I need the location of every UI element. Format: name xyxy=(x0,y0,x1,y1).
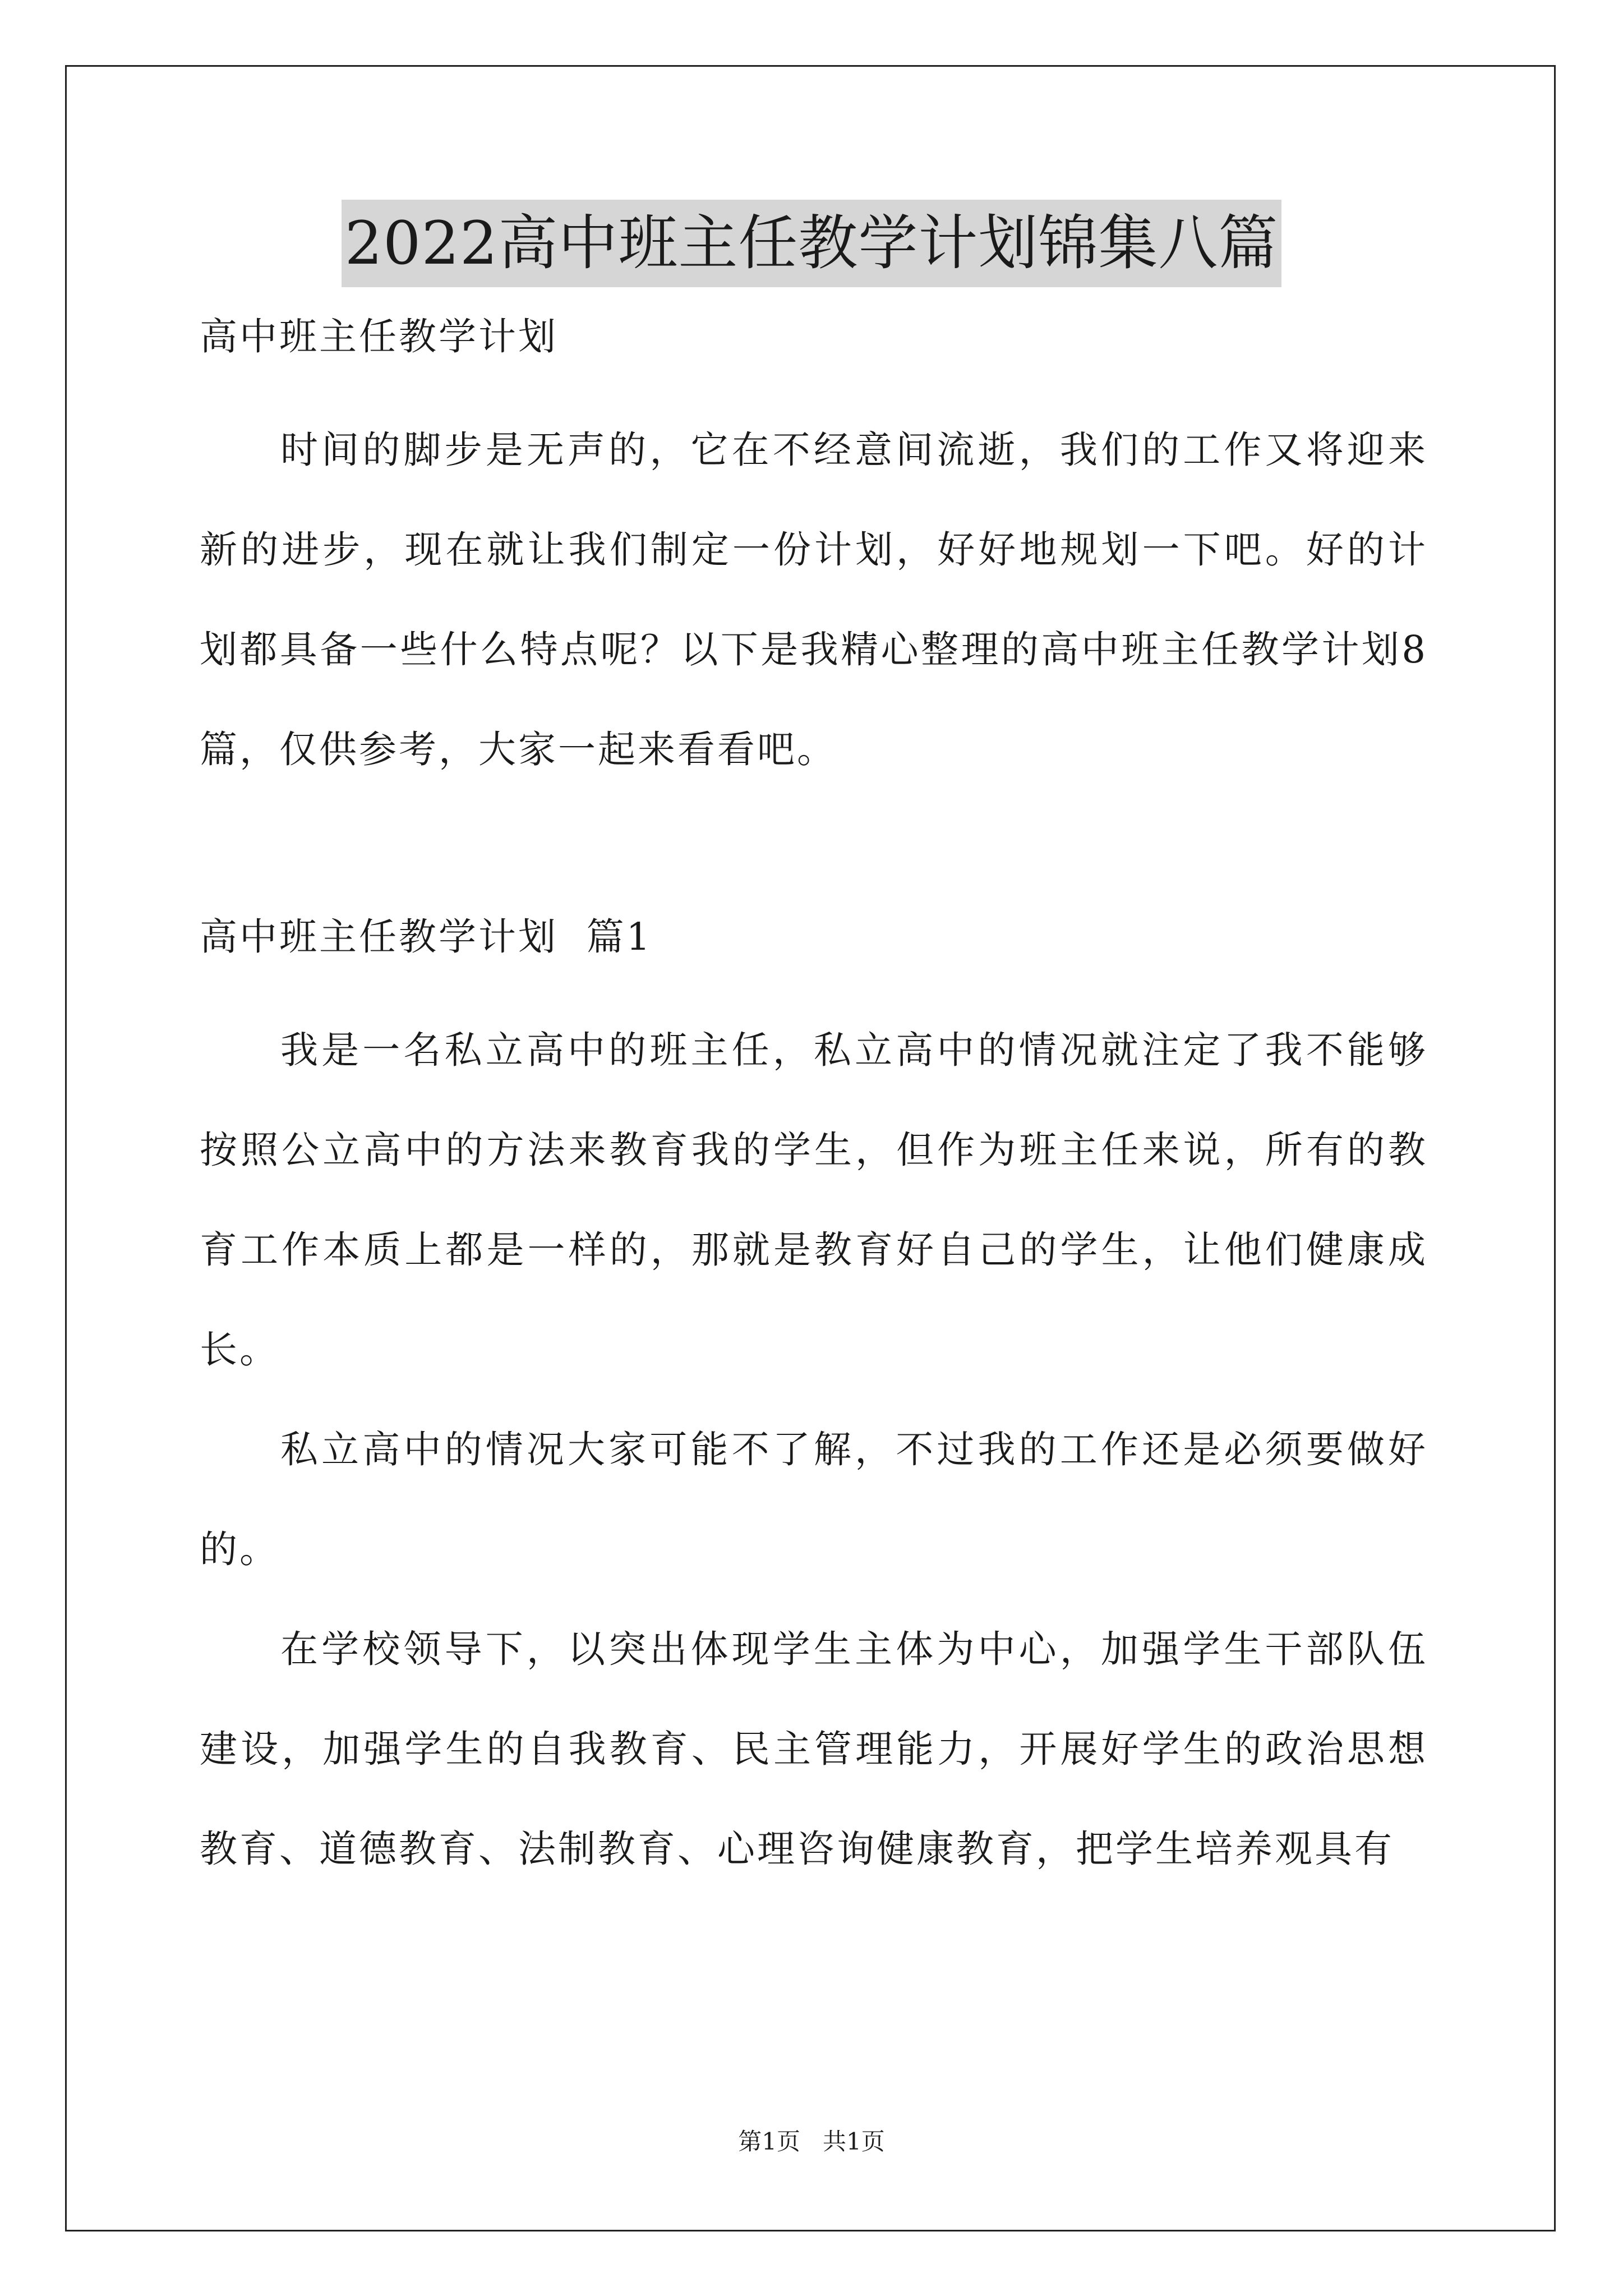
section-1-paragraph: 私立高中的情况大家可能不了解，不过我的工作还是必须要做好的。 xyxy=(200,1428,1428,1571)
section-1-paragraph: 在学校领导下，以突出体现学生主体为中心，加强学生干部队伍建设，加强学生的自我教育、民主管理能力，开展好学生的政治思想教育、道德教育、法制教育、心理咨询健康教育，把学生培养观具有 xyxy=(200,1627,1428,1871)
document-title: 2022高中班主任教学计划锦集八篇 xyxy=(342,200,1282,287)
title-container xyxy=(0,200,1623,287)
section-1-heading: 高中班主任教学计划 篇1 xyxy=(200,915,653,959)
page-footer xyxy=(0,2126,1623,2157)
page-number: 第1页 共1页 xyxy=(738,2128,885,2155)
document-body xyxy=(200,311,1428,1899)
section-1-paragraph: 我是一名私立高中的班主任，私立高中的情况就注定了我不能够按照公立高中的方法来教育我的学生，但作为班主任来说，所有的教育工作本质上都是一样的，那就是教育好自己的学生，让他们健康成长。 xyxy=(200,1028,1428,1372)
intro-heading: 高中班主任教学计划 xyxy=(200,315,558,358)
intro-paragraph: 时间的脚步是无声的，它在不经意间流逝，我们的工作又将迎来新的进步，现在就让我们制定一份计划，好好地规划一下吧。好的计划都具备一些什么特点呢？以下是我精心整理的高中班主任教学计划8篇，仅供参考，大家一起来看看吧。 xyxy=(200,428,1428,771)
